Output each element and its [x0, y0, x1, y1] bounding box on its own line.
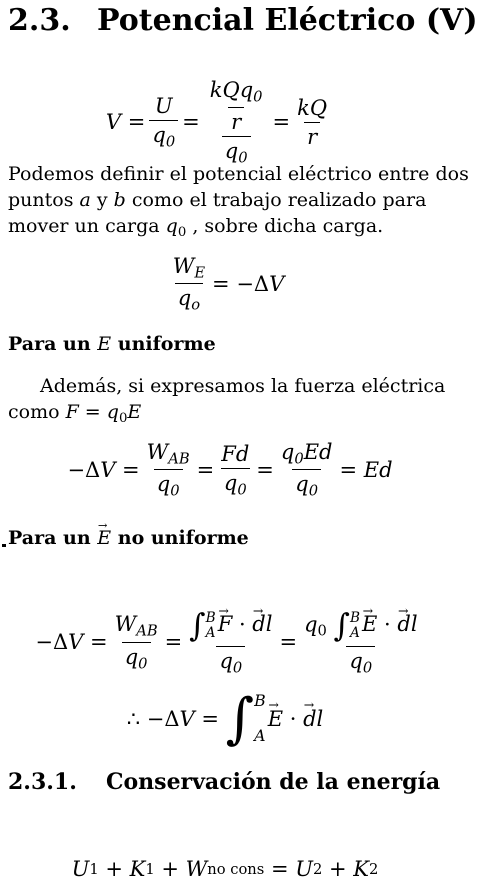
intro-line-2: puntos a y b como el trabajo realizado para — [8, 189, 427, 211]
heading-nonuniform-field: Para un → E no uniforme — [8, 527, 249, 549]
intro-line-1: Podemos definir el potencial eléctrico entre dos — [8, 163, 469, 185]
margin-mark — [2, 544, 6, 547]
section-title: Potencial Eléctrico (V) — [97, 3, 478, 38]
equation-work-potential: $\frac{W_E}{q_o}$ = −Δ V — [172, 254, 285, 314]
equation-nonuniform-field: −Δ V = $\frac{W_{AB}}{q_0}$ = ∫ B A → F · → dl $q_0$ = $q_0$ ∫ B A → E · → dl $q_0$ — [25, 608, 435, 676]
subsection-title: Conservación de la energía — [106, 769, 441, 795]
section-number: 2.3. — [8, 3, 71, 38]
uniform-text-line-2: como $F = q_0E$ — [8, 401, 142, 426]
subsection-number: 2.3.1. — [8, 769, 77, 795]
intro-line-3: mover un carga $q_0$ , sobre dicha carga. — [8, 215, 384, 240]
equation-therefore: ∴ −Δ V = ∫ B A → E · → dl — [110, 684, 340, 753]
equation-potential-definition: V = $\frac{U}{q_0}$ = $\frac{\frac{kQq_0}{r}}{q_0}$ = $\frac{kQ}{r}$ — [105, 78, 328, 167]
uniform-text-line-1: Además, si expresamos la fuerza eléctrica — [40, 375, 446, 397]
equation-uniform-field: −Δ V = $\frac{W_{AB}}{q_0}$ = $\frac{Fd}{q_0}$ = $\frac{q_0Ed}{q_0}$ = Ed — [67, 440, 393, 500]
equation-energy-conservation: U 1 + K 1 + W no cons = U 2 + K 2 — [71, 857, 379, 881]
heading-uniform-field: Para un E uniforme — [8, 333, 216, 355]
